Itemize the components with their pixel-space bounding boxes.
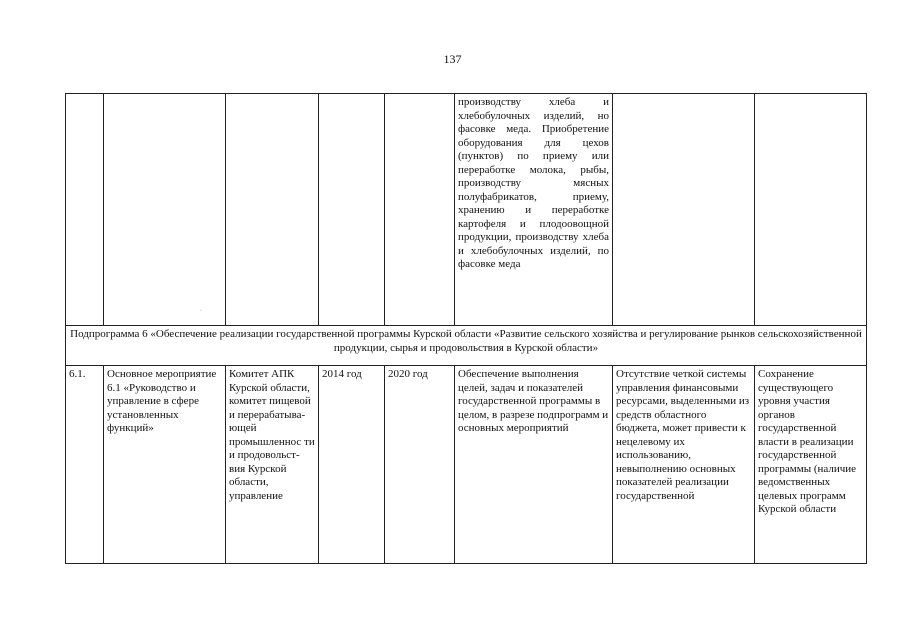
cell-number	[66, 94, 104, 326]
cell-continued-measure-text: производству хлеба и хлебобулочных изделий, но фасовке меда. Приобретение оборудования для цехов (пунктов) по приему или переработке молока, рыбы, производству мясных полуфабрикатов, приему, хранению и переработке картофеля и плодоовощной продукции, производству хлеба и хлебобулочных изделий, по фасовке меда	[455, 94, 613, 326]
cell-start-year	[319, 94, 385, 326]
continuation-row	[66, 94, 867, 326]
row-link-indicators: Сохранение существующего уровня участия органов государственной власти в реализации государственной программы (наличие ведомственных целевых программ Курской области	[755, 366, 867, 564]
cell-link-indicators	[755, 94, 867, 326]
row-end-year: 2020 год	[385, 366, 455, 564]
subprogram-6-header: Подпрограмма 6 «Обеспечение реализации государственной программы Курской области «Развитие сельского хозяйства и регулирование рынков сельскохозяйственной продукции, сырья и продовольствия в Курской области»	[66, 326, 867, 366]
program-measures-table	[65, 93, 867, 564]
cell-end-year	[385, 94, 455, 326]
row-measure: Основное мероприятие 6.1 «Руководство и управление в сфере установленных функций»	[104, 366, 226, 564]
cell-measure	[104, 94, 226, 326]
row-number: 6.1.	[66, 366, 104, 564]
row-expected-result: Обеспечение выполнения целей, задач и показателей государственной программы в целом, в разрезе подпрограмм и основных мероприятий	[455, 366, 613, 564]
cell-executor	[226, 94, 319, 326]
table-row	[66, 366, 867, 564]
cell-consequences	[613, 94, 755, 326]
page-number: 137	[443, 52, 462, 66]
scan-speck: ·	[200, 308, 202, 314]
subprogram-header-row	[66, 326, 867, 366]
row-start-year: 2014 год	[319, 366, 385, 564]
row-consequences: Отсутствие четкой системы управления финансовыми ресурсами, выделенными из средств областного бюджета, может привести к нецелевому их использованию, невыполнению основных показателей реализации государственной	[613, 366, 755, 564]
row-executor: Комитет АПК Курской области, комитет пищевой и перерабатыва-ющей промышленнос ти и продовольст-вия Курской области, управление	[226, 366, 319, 564]
